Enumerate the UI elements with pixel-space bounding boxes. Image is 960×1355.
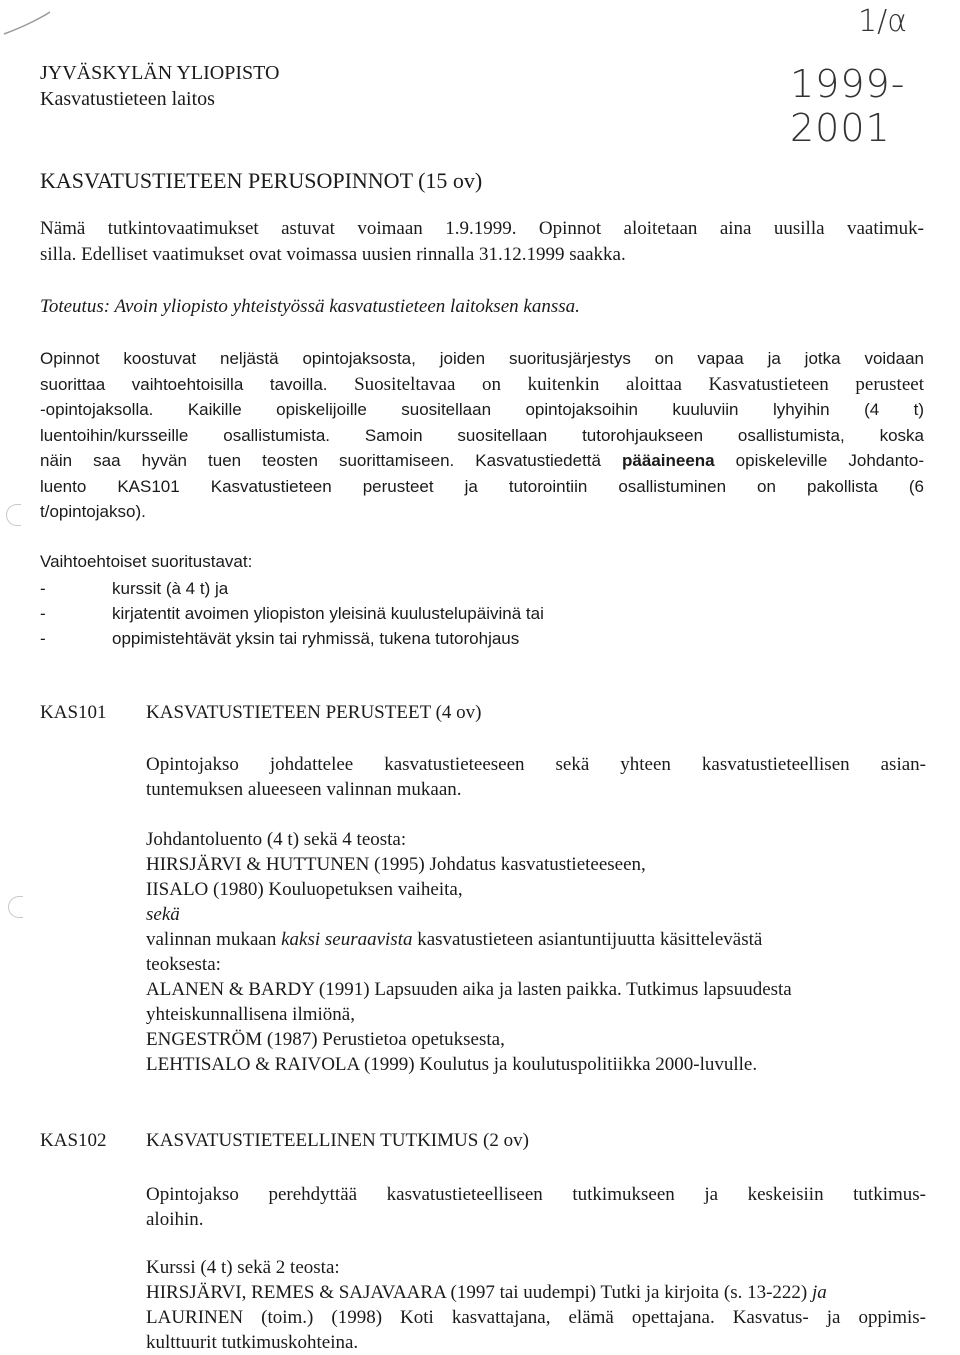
reading-line: sekä bbox=[146, 904, 180, 925]
reading-line bbox=[146, 927, 926, 952]
reading-line: LAURINEN (toim.) (1998) Koti kasvattajana, elämä opettajana. Kasvatus- ja oppimis- bbox=[146, 1307, 926, 1328]
course-title: KASVATUSTIETEEN PERUSTEET (4 ov) bbox=[146, 702, 482, 723]
intro-line: silla. Edelliset vaatimukset ovat voimassa uusien rinnalla 31.12.1999 saakka. bbox=[40, 243, 626, 265]
reading-emphasis: ja bbox=[812, 1282, 827, 1303]
description-line-part: opiskeleville Johdanto- bbox=[714, 451, 924, 470]
handwritten-years: 1999- 2001 bbox=[790, 62, 906, 150]
alternatives-item bbox=[40, 626, 519, 651]
intro-line: Nämä tutkintovaatimukset astuvat voimaan 1.9.1999. Opinnot aloitetaan aina uusilla vaatimuk- bbox=[40, 218, 924, 239]
alternative-text: kirjatentit avoimen yliopiston yleisinä kuulustelupäivinä tai bbox=[112, 604, 544, 623]
reading-line: ALANEN & BARDY (1991) Lapsuuden aika ja lasten paikka. Tutkimus lapsuudesta bbox=[146, 979, 792, 1000]
course-description-line: Opintojakso johdattelee kasvatustieteeseen sekä yhteen kasvatustieteellisen asian- bbox=[146, 754, 926, 775]
margin-mark bbox=[6, 504, 21, 526]
reading-line: ENGESTRÖM (1987) Perustietoa opetuksesta, bbox=[146, 1029, 505, 1050]
university-name: JYVÄSKYLÄN YLIOPISTO bbox=[40, 62, 280, 84]
course-description bbox=[146, 752, 926, 802]
dash-bullet: - bbox=[40, 604, 46, 623]
alternatives-heading: Vaihtoehtoiset suoritustavat: bbox=[40, 552, 253, 571]
major-subject-bold: pääaineena bbox=[622, 451, 715, 470]
description-line-part: suorittaa vaihtoehtoisilla tavoilla. bbox=[40, 374, 328, 394]
intro-paragraph bbox=[40, 216, 924, 267]
reading-line: kulttuurit tutkimuskohteina. bbox=[146, 1332, 359, 1353]
reading-line-part: kasvatustieteen asiantuntijuutta käsittelevästä bbox=[412, 929, 763, 950]
alternatives-item bbox=[40, 601, 544, 626]
reading-line-part: HIRSJÄRVI, REMES & SAJAVAARA (1997 tai uudempi) Tutki ja kirjoita (s. 13-222) bbox=[146, 1282, 812, 1303]
course-code: KAS101 bbox=[40, 702, 107, 723]
course-code: KAS102 bbox=[40, 1130, 107, 1151]
reading-line-part: valinnan mukaan bbox=[146, 929, 282, 950]
department-name: Kasvatustieteen laitos bbox=[40, 88, 215, 110]
reading-line: IISALO (1980) Kouluopetuksen vaiheita, bbox=[146, 879, 463, 900]
description-line-part: Suositeltavaa on kuitenkin aloittaa Kasvatustieteen perusteet bbox=[327, 373, 924, 395]
margin-mark bbox=[8, 896, 23, 918]
description-line: t/opintojakso). bbox=[40, 502, 146, 521]
description-line bbox=[40, 448, 924, 474]
dash-bullet: - bbox=[40, 579, 46, 598]
course-title: KASVATUSTIETEELLINEN TUTKIMUS (2 ov) bbox=[146, 1130, 529, 1151]
alternative-text: kurssit (à 4 t) ja bbox=[112, 579, 229, 598]
reading-emphasis: kaksi seuraavista bbox=[281, 929, 413, 950]
reading-line: yhteiskunnallisena ilmiönä, bbox=[146, 1004, 355, 1025]
description-line: Opinnot koostuvat neljästä opintojaksosta, joiden suoritusjärjestys on vapaa ja jotka voidaan bbox=[40, 349, 924, 368]
course-description-line: Opintojakso perehdyttää kasvatustieteelliseen tutkimukseen ja keskeisiin tutkimus- bbox=[146, 1184, 926, 1205]
reading-line: Johdantoluento (4 t) sekä 4 teosta: bbox=[146, 829, 407, 850]
dash-bullet: - bbox=[40, 629, 46, 648]
description-line: -opintojaksolla. Kaikille opiskelijoille suositellaan opintojaksoihin kuuluviin lyhyihin (4 t) bbox=[40, 400, 924, 419]
pen-mark-icon bbox=[2, 10, 52, 36]
course-description-line: tuntemuksen alueeseen valinnan mukaan. bbox=[146, 779, 462, 800]
handwritten-page-number: 1/α bbox=[858, 4, 907, 39]
reading-line: LEHTISALO & RAIVOLA (1999) Koulutus ja koulutuspolitiikka 2000-luvulle. bbox=[146, 1054, 758, 1075]
alternative-text: oppimistehtävät yksin tai ryhmissä, tukena tutorohjaus bbox=[112, 629, 520, 648]
description-line-part: näin saa hyvän tuen teosten suorittamiseen. Kasvatustiedettä bbox=[40, 451, 623, 470]
description-line bbox=[40, 372, 924, 398]
reading-list bbox=[146, 827, 926, 1077]
alternatives-item bbox=[40, 576, 228, 601]
course-description bbox=[146, 1182, 926, 1232]
reading-line: HIRSJÄRVI & HUTTUNEN (1995) Johdatus kasvatustieteeseen, bbox=[146, 854, 646, 875]
description-line: luentoihin/kursseille osallistumista. Samoin suositellaan tutorohjaukseen osallistumista, koska bbox=[40, 425, 924, 445]
implementation-note: Toteutus: Avoin yliopisto yhteistyössä kasvatustieteen laitoksen kanssa. bbox=[40, 296, 580, 317]
reading-line: teoksesta: bbox=[146, 954, 221, 975]
description-paragraph bbox=[40, 346, 924, 525]
reading-line bbox=[146, 1280, 926, 1305]
course-description-line: aloihin. bbox=[146, 1209, 204, 1230]
page-title: KASVATUSTIETEEN PERUSOPINNOT (15 ov) bbox=[40, 168, 483, 193]
reading-list bbox=[146, 1255, 926, 1355]
reading-line: Kurssi (4 t) sekä 2 teosta: bbox=[146, 1257, 340, 1278]
description-line: luento KAS101 Kasvatustieteen perusteet ja tutorointiin osallistuminen on pakollista (6 bbox=[40, 476, 924, 496]
